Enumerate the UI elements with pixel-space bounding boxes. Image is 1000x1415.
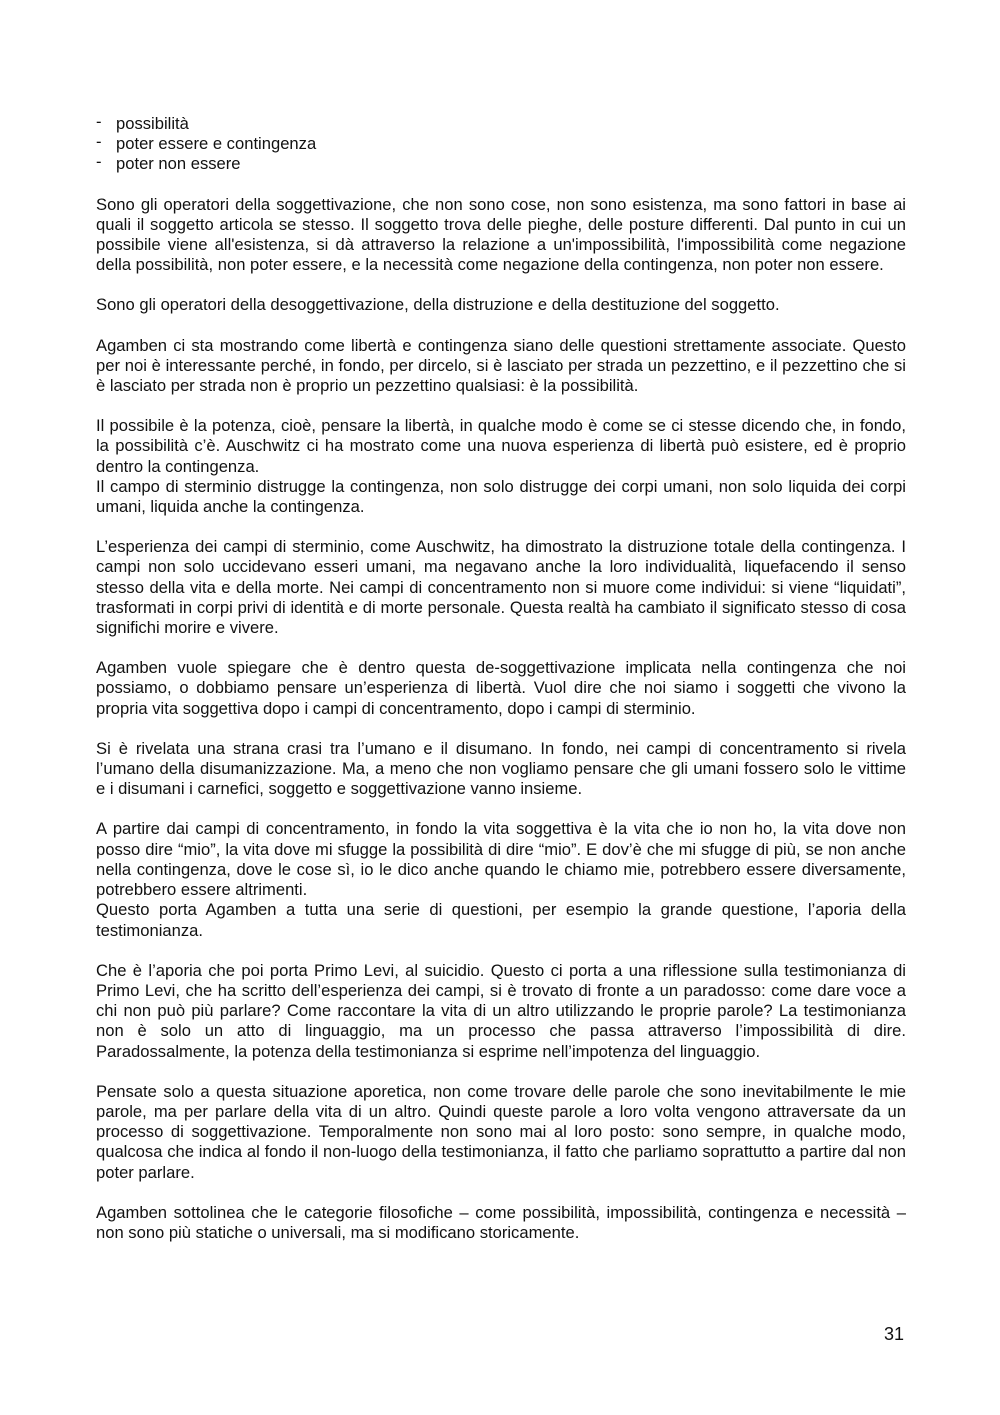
paragraph: Si è rivelata una strana crasi tra l’umano e il disumano. In fondo, nei campi di concentramento si rivela l’umano della disumanizzazione. Ma, a meno che non vogliamo pensare che gli umani fossero solo le vittime e i disumani i carnefici, soggetto e soggettivazione vanno insieme. (96, 738, 906, 799)
paragraph: A partire dai campi di concentramento, in fondo la vita soggettiva è la vita che io non ho, la vita dove non posso dire “mio”, la vita dove mi sfugge la possibilità di dire “mio”. E dov’è che mi sfugge di più, se non anche nella contingenza, dove le cose sì, io le dico anche quando le chiamo mie, potrebbero essere diversamente, potrebbero essere altrimenti. (96, 819, 906, 900)
page-number: 31 (883, 1324, 904, 1344)
paragraph: Pensate solo a questa situazione aporetica, non come trovare delle parole che sono inevitabilmente le mie parole, ma per parlare della vita di un altro. Quindi queste parole a loro volta vengono attraversate da un processo di soggettivazione. Temporalmente non sono mai al loro posto: sono sempre, in qualche modo, qualcosa che indica al fondo il non-luogo della testimonianza, il fatto che parliamo soprattutto a partire dal non poter parlare. (96, 1081, 906, 1182)
paragraph: Questo porta Agamben a tutta una serie di questioni, per esempio la grande questione, l’aporia della testimonianza. (96, 900, 906, 940)
list-item-text: poter non essere (116, 154, 241, 174)
paragraph: Il campo di sterminio distrugge la contingenza, non solo distrugge dei corpi umani, non solo liquida dei corpi umani, liquida anche la contingenza. (96, 476, 906, 517)
paragraph: Che è l’aporia che poi porta Primo Levi, al suicidio. Questo ci porta a una riflessione sulla testimonianza di Primo Levi, che ha scritto dell’esperienza dei campi, si è trovato di fronte a un paradosso: come dare voce a chi non può più parlare? Come raccontare la vita di un altro utilizzando le proprie parole? La testimonianza non è solo un atto di linguaggio, ma un processo che passa attraverso l’impossibilità di dire. Paradossalmente, la potenza della testimonianza si esprime nell’impotenza del linguaggio. (96, 960, 906, 1061)
paragraph: Agamben sottolinea che le categorie filosofiche – come possibilità, impossibilità, contingenza e necessità – non sono più statiche o universali, ma si modificano storicamente. (96, 1202, 906, 1242)
list-item (96, 134, 906, 154)
list-item-text: poter essere e contingenza (116, 134, 317, 154)
paragraph: Agamben vuole spiegare che è dentro questa de-soggettivazione implicata nella contingenza che noi possiamo, o dobbiamo pensare un’esperienza di libertà. Vuol dire che noi siamo i soggetti che vivono la propria vita soggettiva dopo i campi di concentramento, dopo i campi di sterminio. (96, 658, 906, 718)
page-body (96, 114, 906, 1263)
bullet-dash: - (96, 132, 102, 152)
bullet-list (96, 114, 906, 175)
list-item-text: possibilità (116, 114, 189, 133)
paragraph: L’esperienza dei campi di sterminio, come Auschwitz, ha dimostrato la distruzione totale della contingenza. I campi non solo uccidevano esseri umani, ma negavano anche la loro individualità, liquefacendo il senso stesso della vita e della morte. Nei campi di concentramento non si muore come individui: si viene “liquidati”, trasformati in corpi privi di identità e di morte personale. Questa realtà ha cambiato il significato stesso di cosa significhi morire e vivere. (96, 537, 906, 638)
paragraph: Sono gli operatori della soggettivazione, che non sono cose, non sono esistenza, ma sono fattori in base ai quali il soggetto articola se stesso. Il soggetto trova delle pieghe, delle posture differenti. Dal punto in cui un possibile viene all'esistenza, si dà attraverso la relazione a un'impossibilità, l'impossibilità come negazione della possibilità, non poter essere, e la necessità come negazione della contingenza, non poter non essere. (96, 194, 906, 275)
paragraph: Il possibile è la potenza, cioè, pensare la libertà, in qualche modo è come se ci stesse dicendo che, in fondo, la possibilità c’è. Auschwitz ci ha mostrato come una nuova esperienza di libertà può esistere, ed è proprio dentro la contingenza. (96, 416, 906, 476)
paragraph: Agamben ci sta mostrando come libertà e contingenza siano delle questioni strettamente associate. Questo per noi è interessante perché, in fondo, per dircelo, si è lasciato per strada un pezzettino, e il pezzettino che si è lasciato per strada non è proprio un pezzettino qualsiasi: è la possibilità. (96, 335, 906, 396)
list-item (96, 154, 906, 174)
bullet-dash: - (96, 112, 102, 131)
paragraph: Sono gli operatori della desoggettivazione, della distruzione e della destituzione del soggetto. (96, 295, 780, 315)
bullet-dash: - (96, 152, 102, 172)
list-item (96, 114, 906, 134)
